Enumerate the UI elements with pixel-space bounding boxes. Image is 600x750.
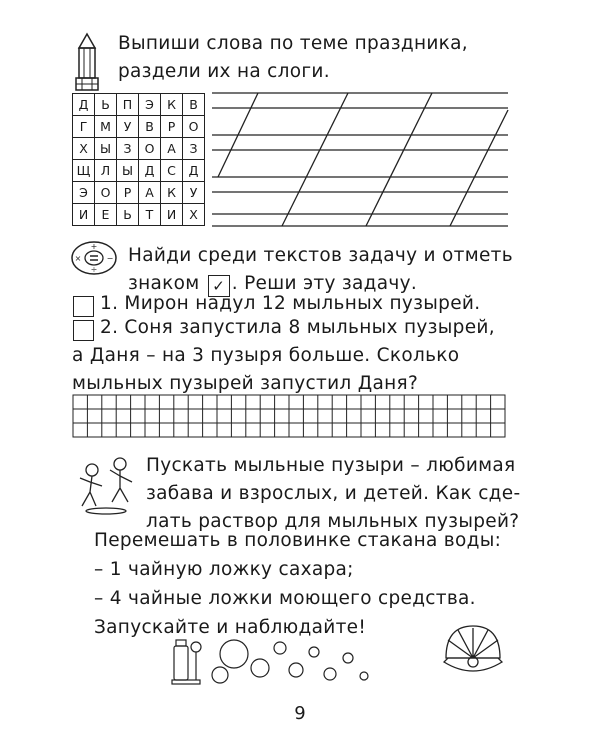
grid-cell: О (95, 182, 117, 204)
grid-cell: Д (139, 160, 161, 182)
grid-cell: У (117, 116, 139, 138)
grid-cell: В (139, 116, 161, 138)
option2-text-line2: а Даня – на 3 пузыря больше. Сколько (72, 345, 460, 366)
recipe-outro: Запускайте и наблюдайте! (94, 617, 367, 638)
letter-grid (72, 93, 205, 226)
option1-text: 1. Мирон надул 12 мыльных пузырей. (100, 293, 481, 314)
grid-cell: Е (95, 204, 117, 226)
svg-text:+: + (90, 242, 98, 251)
recipe-item1: – 1 чайную ложку сахара; (94, 559, 354, 580)
grid-cell: Г (73, 116, 95, 138)
grid-cell: Х (183, 204, 205, 226)
task1-line1: Выпиши слова по теме праздника, (118, 33, 468, 54)
option1-checkbox[interactable] (73, 296, 94, 317)
grid-cell: С (161, 160, 183, 182)
grid-cell: А (161, 138, 183, 160)
grid-cell: И (161, 204, 183, 226)
grid-cell: И (73, 204, 95, 226)
grid-cell: Ы (117, 160, 139, 182)
option2-text-cont (72, 342, 592, 398)
grid-cell: О (183, 116, 205, 138)
grid-cell: К (161, 94, 183, 116)
pencil-icon (70, 32, 104, 96)
writing-lines[interactable] (210, 90, 510, 230)
grid-cell: Р (117, 182, 139, 204)
grid-cell: Д (73, 94, 95, 116)
recipe-intro: Перемешать в половинке стакана воды: (94, 530, 502, 551)
grid-cell: О (139, 138, 161, 160)
task1-text (118, 30, 588, 86)
grid-cell: У (183, 182, 205, 204)
grid-cell: Л (95, 160, 117, 182)
tip-text (146, 452, 596, 536)
shell-icon (440, 622, 506, 682)
grid-cell: М (95, 116, 117, 138)
grid-cell: Э (139, 94, 161, 116)
option2-text-line3: мыльных пузырей запустил Даня? (72, 373, 419, 394)
grid-cell: Р (161, 116, 183, 138)
grid-cell: П (117, 94, 139, 116)
task1-line2: раздели их на слоги. (118, 61, 330, 82)
grid-cell: Х (73, 138, 95, 160)
grid-cell: З (183, 138, 205, 160)
grid-cell: Ь (95, 94, 117, 116)
tip-line3: лать раствор для мыльных пузырей? (146, 511, 520, 532)
svg-text:÷: ÷ (90, 265, 98, 274)
task2-line2-before: знаком (128, 273, 200, 294)
option2-checkbox[interactable] (73, 320, 94, 341)
recipe-text (94, 527, 594, 643)
soap-bubbles-icon (168, 630, 388, 690)
tip-line1: Пускать мыльные пузыри – любимая (146, 455, 516, 476)
checkmark-icon: ✓ (208, 275, 230, 297)
grid-cell: Ь (117, 204, 139, 226)
grid-cell: В (183, 94, 205, 116)
svg-text:−: − (106, 254, 114, 263)
task2-line1: Найди среди текстов задачу и отметь (128, 245, 513, 266)
grid-cell: З (117, 138, 139, 160)
page-number: 9 (294, 703, 306, 724)
answer-grid[interactable] (72, 394, 510, 440)
grid-cell: А (139, 182, 161, 204)
tip-line2: забава и взрослых, и детей. Как сде- (146, 483, 521, 504)
grid-cell: Э (73, 182, 95, 204)
grid-cell: Щ (73, 160, 95, 182)
grid-cell: Т (139, 204, 161, 226)
svg-text:×: × (74, 254, 82, 263)
grid-cell: Ы (95, 138, 117, 160)
task2-line2-after: . Реши эту задачу. (231, 273, 418, 294)
children-playing-icon (74, 456, 138, 516)
grid-cell: Д (183, 160, 205, 182)
math-operations-icon (70, 240, 118, 276)
grid-cell: К (161, 182, 183, 204)
option2-text-line1: 2. Соня запустила 8 мыльных пузырей, (100, 317, 495, 338)
recipe-item2: – 4 чайные ложки моющего средства. (94, 588, 476, 609)
